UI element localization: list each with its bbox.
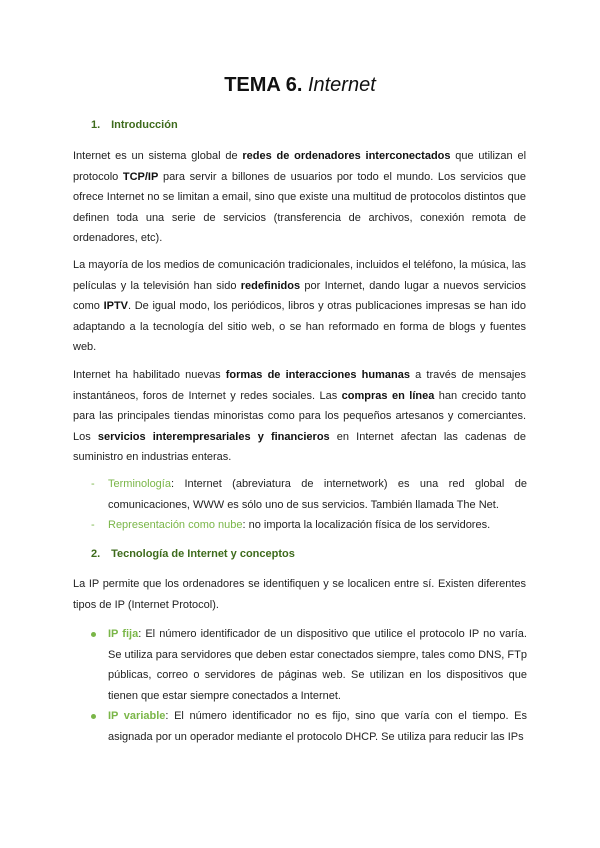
tech-paragraph-1: La IP permite que los ordenadores se identifiquen y se localicen entre sí. Existen diferentes tipos de IP (Internet Protocol).	[73, 578, 526, 611]
intro-paragraph-2: La mayoría de los medios de comunicación tradicionales, incluidos el teléfono, la música, las películas y la televisión han sido redefinidos por Internet, dando lugar a nuevos servicios como IPTV. De igual modo, los periódicos, libros y otras publicaciones impresas se han ido adaptando a la tecnología del sitio web, o se han reformado en forma de blogs y fuentes web.	[73, 259, 526, 353]
dash-bullet: -	[91, 478, 95, 490]
intro-paragraph-1: Internet es un sistema global de redes de ordenadores interconectados que utilizan el protocolo TCP/IP para servir a billones de usuarios por todo el mundo. Los servicios que ofrece Internet no se limitan a email, sino que existe una multitud de protocolos distintos que definen toda una serie de servicios (transferencia de archivos, conexión remota de ordenadores, etc).	[73, 150, 527, 244]
term-label: Representación como nube	[108, 519, 243, 531]
section-title: Tecnología de Internet y conceptos	[111, 548, 295, 560]
title-main: TEMA 6.	[224, 74, 303, 96]
section-heading-2	[91, 546, 295, 562]
bullet-dot-icon	[91, 632, 96, 637]
intro-paragraph-3: Internet ha habilitado nuevas formas de interacciones humanas a través de mensajes instantáneos, foros de Internet y redes sociales. Las compras en línea han crecido tanto para las principales tiendas minoristas como para los pequeños artesanos y comerciantes. Los servicios interempresariales y financieros en Internet afectan las cadenas de suministro en industrias enteras.	[73, 369, 527, 463]
page-title	[0, 73, 600, 97]
term-label: IP variable	[108, 710, 166, 722]
tech-bullet-list	[91, 624, 527, 747]
section-title: Introducción	[111, 119, 178, 131]
list-item: IP fija: El número identificador de un dispositivo que utilice el protocolo IP no varía. Se utiliza para servidores que deben estar conectados siempre, tales como DNS, FTp públicas, correo o servidores de páginas web. Se utilizan en los dispositivos que tienen que estar siempre conectados a Internet.	[91, 624, 527, 706]
term-label: IP fija	[108, 628, 139, 640]
intro-bullet-list	[91, 474, 527, 536]
list-item: - Terminología: Internet (abreviatura de internetwork) es una red global de comunicaciones, WWW es sólo uno de sus servicios. También llamada The Net.	[91, 474, 527, 515]
bullet-dot-icon	[91, 714, 96, 719]
list-item: - Representación como nube: no importa la localización física de los servidores.	[91, 515, 527, 536]
title-sub: Internet	[307, 74, 376, 96]
list-item: IP variable: El número identificador no es fijo, sino que varía con el tiempo. Es asignada por un operador mediante el protocolo DHCP. Se utiliza para reducir las IPs	[91, 706, 527, 747]
section-number: 1.	[91, 119, 101, 131]
section-number: 2.	[91, 548, 101, 560]
term-label: Terminología	[108, 478, 171, 490]
dash-bullet: -	[91, 519, 95, 531]
section-heading-1	[91, 117, 178, 133]
